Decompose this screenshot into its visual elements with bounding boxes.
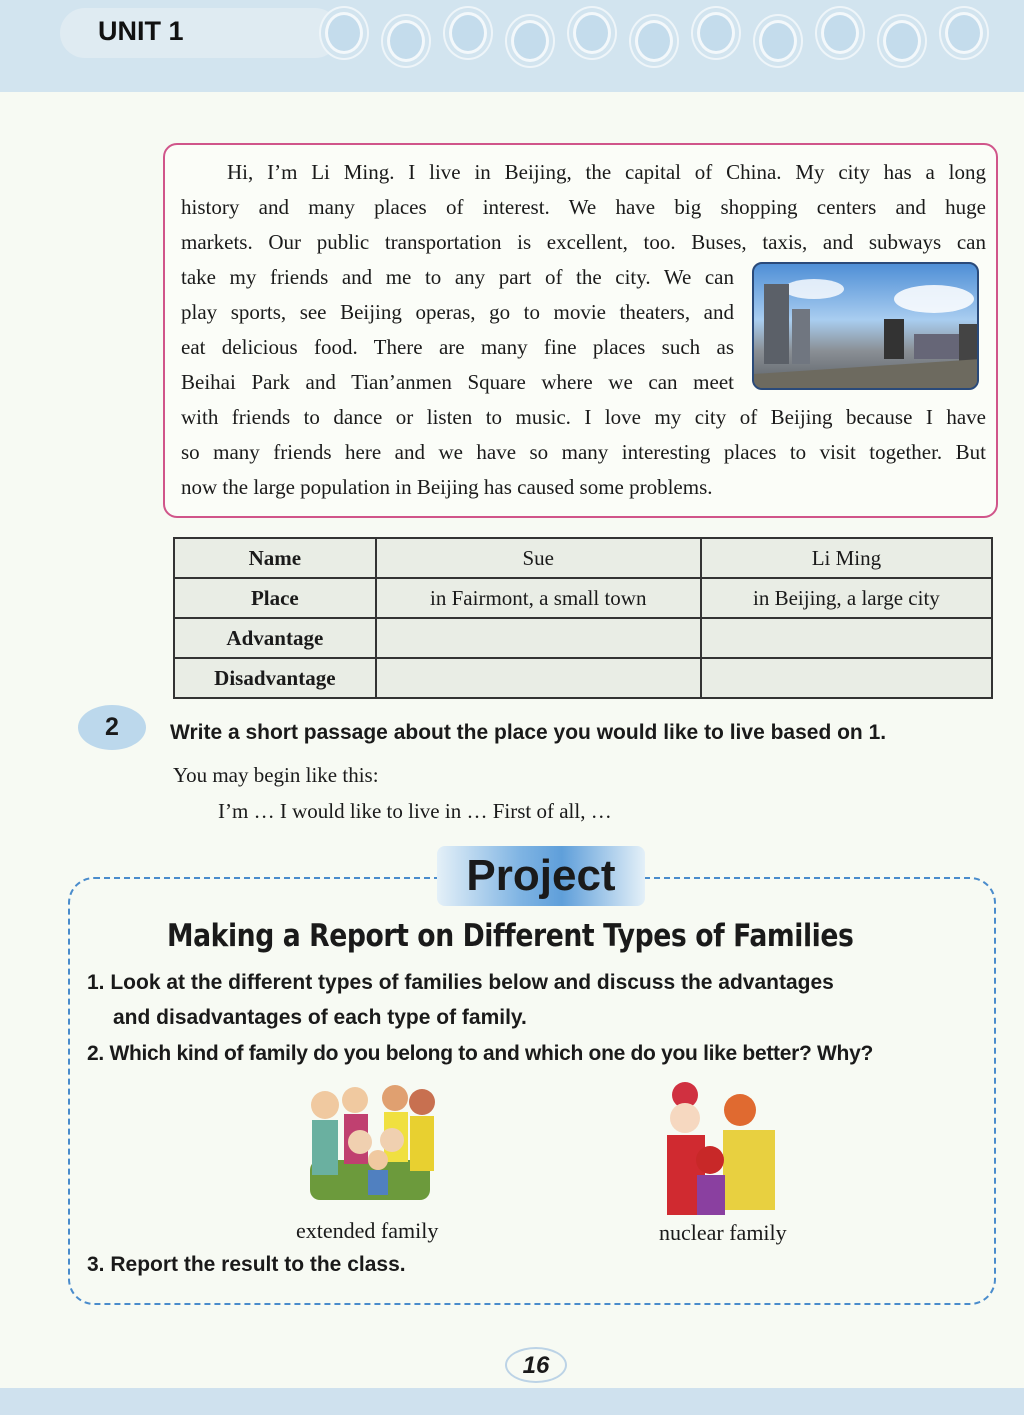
decorative-ring bbox=[449, 12, 487, 54]
decorative-ring bbox=[697, 12, 735, 54]
project-item-3: 3. Report the result to the class. bbox=[87, 1253, 406, 1276]
table-cell: in Fairmont, a small town bbox=[376, 578, 701, 618]
passage-line: Hi, I’m Li Ming. I live in Beijing, the capital of China. My city has a long bbox=[227, 160, 986, 184]
decorative-ring bbox=[511, 20, 549, 62]
decorative-ring bbox=[635, 20, 673, 62]
passage-line: markets. Our public transportation is excellent, too. Buses, taxis, and subways can bbox=[181, 230, 986, 254]
project-label: Project bbox=[437, 846, 645, 906]
decorative-ring bbox=[325, 12, 363, 54]
project-item-2: 2. Which kind of family do you belong to and which one do you like better? Why? bbox=[87, 1042, 873, 1065]
passage-line: so many friends here and we have so many interesting places to visit together. But bbox=[181, 440, 986, 464]
table-cell bbox=[701, 618, 992, 658]
decorative-ring bbox=[759, 20, 797, 62]
decorative-ring bbox=[387, 20, 425, 62]
table-row bbox=[174, 578, 992, 618]
task-instruction: Write a short passage about the place you would like to live based on 1. bbox=[170, 721, 887, 744]
passage-line: take my friends and me to any part of the city. We can bbox=[181, 265, 734, 289]
caption-extended-family: extended family bbox=[296, 1218, 439, 1243]
table-row bbox=[174, 538, 992, 578]
passage-line: Beihai Park and Tian’anmen Square where we can meet bbox=[181, 370, 734, 394]
passage-line: play sports, see Beijing operas, go to movie theaters, and bbox=[181, 300, 734, 324]
table-row bbox=[174, 618, 992, 658]
decorative-ring bbox=[573, 12, 611, 54]
passage-line: eat delicious food. There are many fine places such as bbox=[181, 335, 734, 359]
task-hint: You may begin like this: bbox=[173, 763, 379, 787]
passage-line: history and many places of interest. We have big shopping centers and huge bbox=[181, 195, 986, 219]
project-title: Making a Report on Different Types of Families bbox=[167, 918, 854, 954]
decorative-ring bbox=[945, 12, 983, 54]
footer-band bbox=[0, 1388, 1024, 1415]
task-number-badge: 2 bbox=[78, 705, 146, 750]
beijing-city-photo bbox=[752, 262, 979, 390]
decorative-ring bbox=[821, 12, 859, 54]
table-cell: Sue bbox=[376, 538, 701, 578]
comparison-table bbox=[173, 537, 993, 699]
unit-label: UNIT 1 bbox=[98, 16, 184, 46]
table-cell bbox=[376, 658, 701, 698]
table-cell bbox=[376, 618, 701, 658]
passage-line: now the large population in Beijing has caused some problems. bbox=[181, 475, 713, 499]
project-item-1: 1. Look at the different types of families below and discuss the advantages bbox=[87, 971, 834, 994]
passage-line: with friends to dance or listen to music. I love my city of Beijing because I have bbox=[181, 405, 986, 429]
row-header: Disadvantage bbox=[174, 658, 376, 698]
decorative-ring bbox=[883, 20, 921, 62]
project-item-1-cont: and disadvantages of each type of family. bbox=[113, 1006, 527, 1029]
page-number: 16 bbox=[505, 1347, 567, 1383]
table-cell bbox=[701, 658, 992, 698]
task-starter: I’m … I would like to live in … First of all, … bbox=[218, 799, 612, 823]
nuclear-family-illustration bbox=[655, 1080, 783, 1225]
row-header: Advantage bbox=[174, 618, 376, 658]
caption-nuclear-family: nuclear family bbox=[659, 1220, 787, 1245]
table-row bbox=[174, 658, 992, 698]
table-cell: in Beijing, a large city bbox=[701, 578, 992, 618]
extended-family-illustration bbox=[300, 1080, 442, 1213]
table-cell: Li Ming bbox=[701, 538, 992, 578]
row-header: Name bbox=[174, 538, 376, 578]
row-header: Place bbox=[174, 578, 376, 618]
